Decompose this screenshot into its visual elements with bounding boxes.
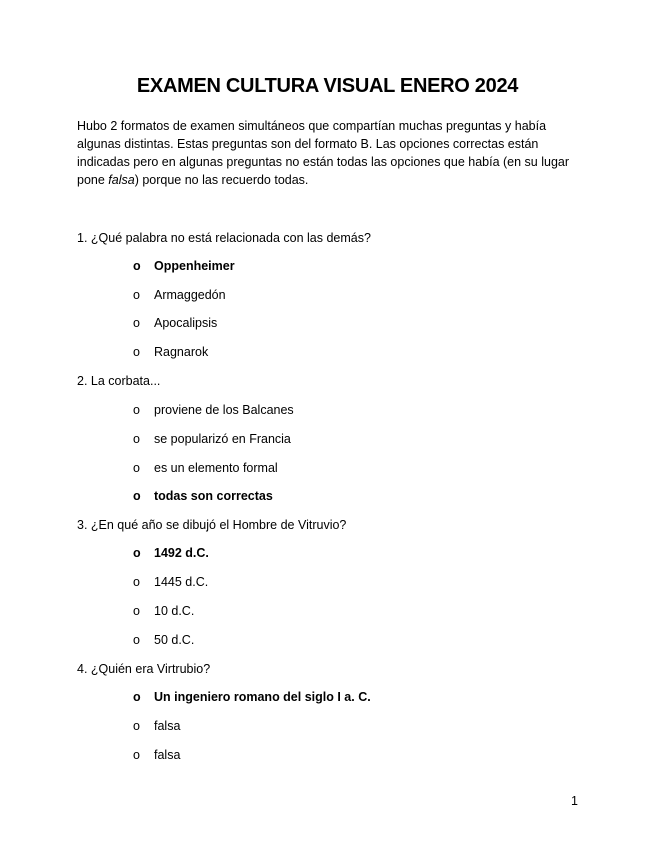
option-2b bbox=[133, 431, 291, 447]
bullet-icon: o bbox=[133, 461, 140, 475]
option-label: proviene de los Balcanes bbox=[154, 403, 294, 417]
option-label: Ragnarok bbox=[154, 345, 209, 359]
question-4: 4. ¿Quién era Virtrubio? bbox=[77, 662, 211, 676]
bullet-icon: o bbox=[133, 546, 141, 560]
option-2c bbox=[133, 460, 278, 476]
page-number: 1 bbox=[571, 794, 578, 808]
question-2: 2. La corbata... bbox=[77, 374, 161, 388]
option-1d bbox=[133, 344, 208, 360]
option-label: Un ingeniero romano del siglo I a. C. bbox=[154, 690, 371, 704]
bullet-icon: o bbox=[133, 432, 140, 446]
option-3c bbox=[133, 603, 194, 619]
intro-paragraph bbox=[77, 117, 577, 189]
option-label: todas son correctas bbox=[154, 489, 273, 503]
option-4c bbox=[133, 747, 180, 763]
bullet-icon: o bbox=[133, 719, 140, 733]
option-label: falsa bbox=[154, 748, 181, 762]
intro-emphasis: falsa bbox=[108, 173, 135, 187]
bullet-icon: o bbox=[133, 575, 140, 589]
option-label: 50 d.C. bbox=[154, 633, 195, 647]
option-1a bbox=[133, 258, 235, 274]
option-4a bbox=[133, 689, 371, 705]
question-3: 3. ¿En qué año se dibujó el Hombre de Vitruvio? bbox=[77, 518, 347, 532]
option-4b bbox=[133, 718, 180, 734]
option-label: 1445 d.C. bbox=[154, 575, 209, 589]
bullet-icon: o bbox=[133, 345, 140, 359]
option-label: Armaggedón bbox=[154, 288, 226, 302]
option-2d bbox=[133, 488, 273, 504]
bullet-icon: o bbox=[133, 690, 141, 704]
option-2a bbox=[133, 402, 294, 418]
option-label: Apocalipsis bbox=[154, 316, 218, 330]
bullet-icon: o bbox=[133, 748, 140, 762]
option-1c bbox=[133, 315, 217, 331]
bullet-icon: o bbox=[133, 604, 140, 618]
bullet-icon: o bbox=[133, 316, 140, 330]
option-3a bbox=[133, 545, 209, 561]
intro-text-end: ) porque no las recuerdo todas. bbox=[134, 173, 309, 187]
option-label: 1492 d.C. bbox=[154, 546, 209, 560]
bullet-icon: o bbox=[133, 259, 141, 273]
bullet-icon: o bbox=[133, 633, 140, 647]
option-label: se popularizó en Francia bbox=[154, 432, 291, 446]
option-label: Oppenheimer bbox=[154, 259, 235, 273]
option-3d bbox=[133, 632, 194, 648]
option-label: falsa bbox=[154, 719, 181, 733]
intro-text-start: Hubo 2 formatos de examen simultáneos que compartían muchas preguntas y había algunas distintas. Estas preguntas son del formato B. Las opciones correctas están indicadas pero en algunas preguntas no están todas las opciones que había (en su lugar pone bbox=[77, 119, 570, 187]
question-1: 1. ¿Qué palabra no está relacionada con las demás? bbox=[77, 231, 371, 245]
page-title: EXAMEN CULTURA VISUAL ENERO 2024 bbox=[136, 75, 519, 97]
option-label: es un elemento formal bbox=[154, 461, 278, 475]
option-label: 10 d.C. bbox=[154, 604, 195, 618]
bullet-icon: o bbox=[133, 288, 140, 302]
option-1b bbox=[133, 287, 226, 303]
bullet-icon: o bbox=[133, 403, 140, 417]
bullet-icon: o bbox=[133, 489, 141, 503]
option-3b bbox=[133, 574, 208, 590]
